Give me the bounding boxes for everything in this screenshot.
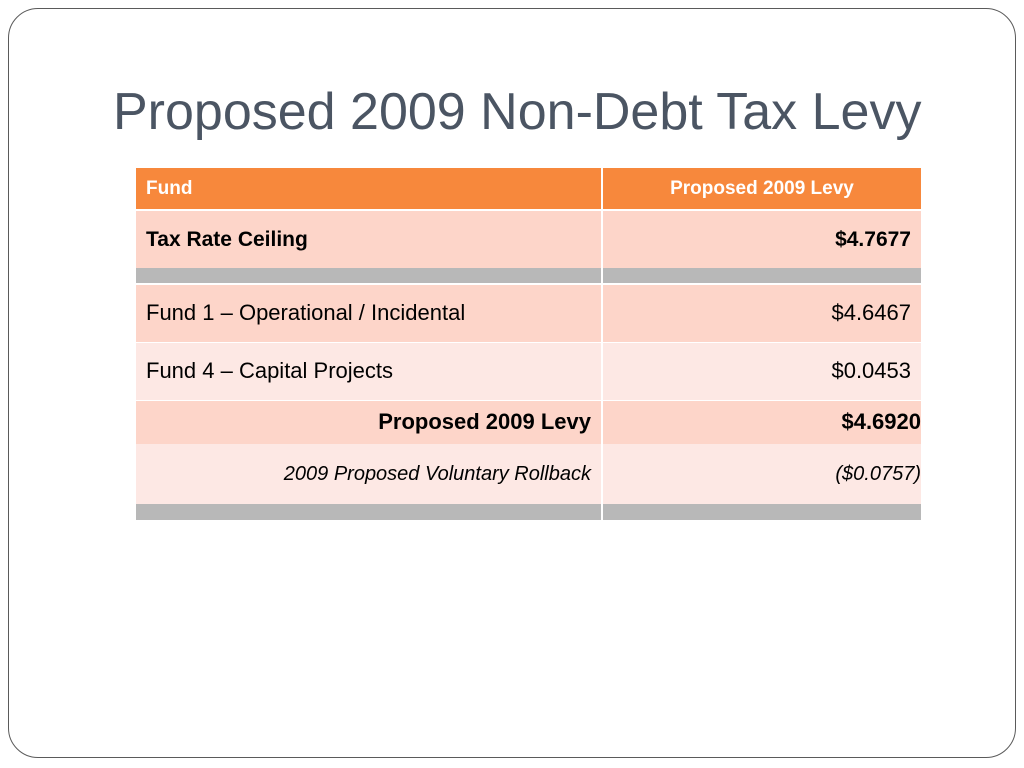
table-row-tax-rate-ceiling	[135, 210, 922, 268]
total-value: $4.6920	[602, 400, 922, 444]
table-bottom-row	[135, 504, 922, 520]
spacer-cell	[602, 268, 922, 284]
table-row-fund-1	[135, 284, 922, 342]
ceiling-value: $4.7677	[602, 210, 922, 268]
header-fund: Fund	[135, 168, 602, 210]
rollback-label: 2009 Proposed Voluntary Rollback	[135, 444, 602, 504]
slide-title: Proposed 2009 Non-Debt Tax Levy	[113, 83, 922, 141]
fund-label: Fund 4 – Capital Projects	[135, 342, 602, 400]
fund-value: $0.0453	[602, 342, 922, 400]
rollback-value: ($0.0757)	[602, 444, 922, 504]
levy-table	[134, 168, 923, 520]
table-header-row	[135, 168, 922, 210]
table-spacer-row	[135, 268, 922, 284]
table-row-fund-4	[135, 342, 922, 400]
spacer-cell	[135, 504, 602, 520]
spacer-cell	[602, 504, 922, 520]
total-label: Proposed 2009 Levy	[135, 400, 602, 444]
ceiling-label: Tax Rate Ceiling	[135, 210, 602, 268]
header-proposed-levy: Proposed 2009 Levy	[602, 168, 922, 210]
spacer-cell	[135, 268, 602, 284]
fund-label: Fund 1 – Operational / Incidental	[135, 284, 602, 342]
fund-value: $4.6467	[602, 284, 922, 342]
table-row-rollback	[135, 444, 922, 504]
table-row-total-levy	[135, 400, 922, 444]
